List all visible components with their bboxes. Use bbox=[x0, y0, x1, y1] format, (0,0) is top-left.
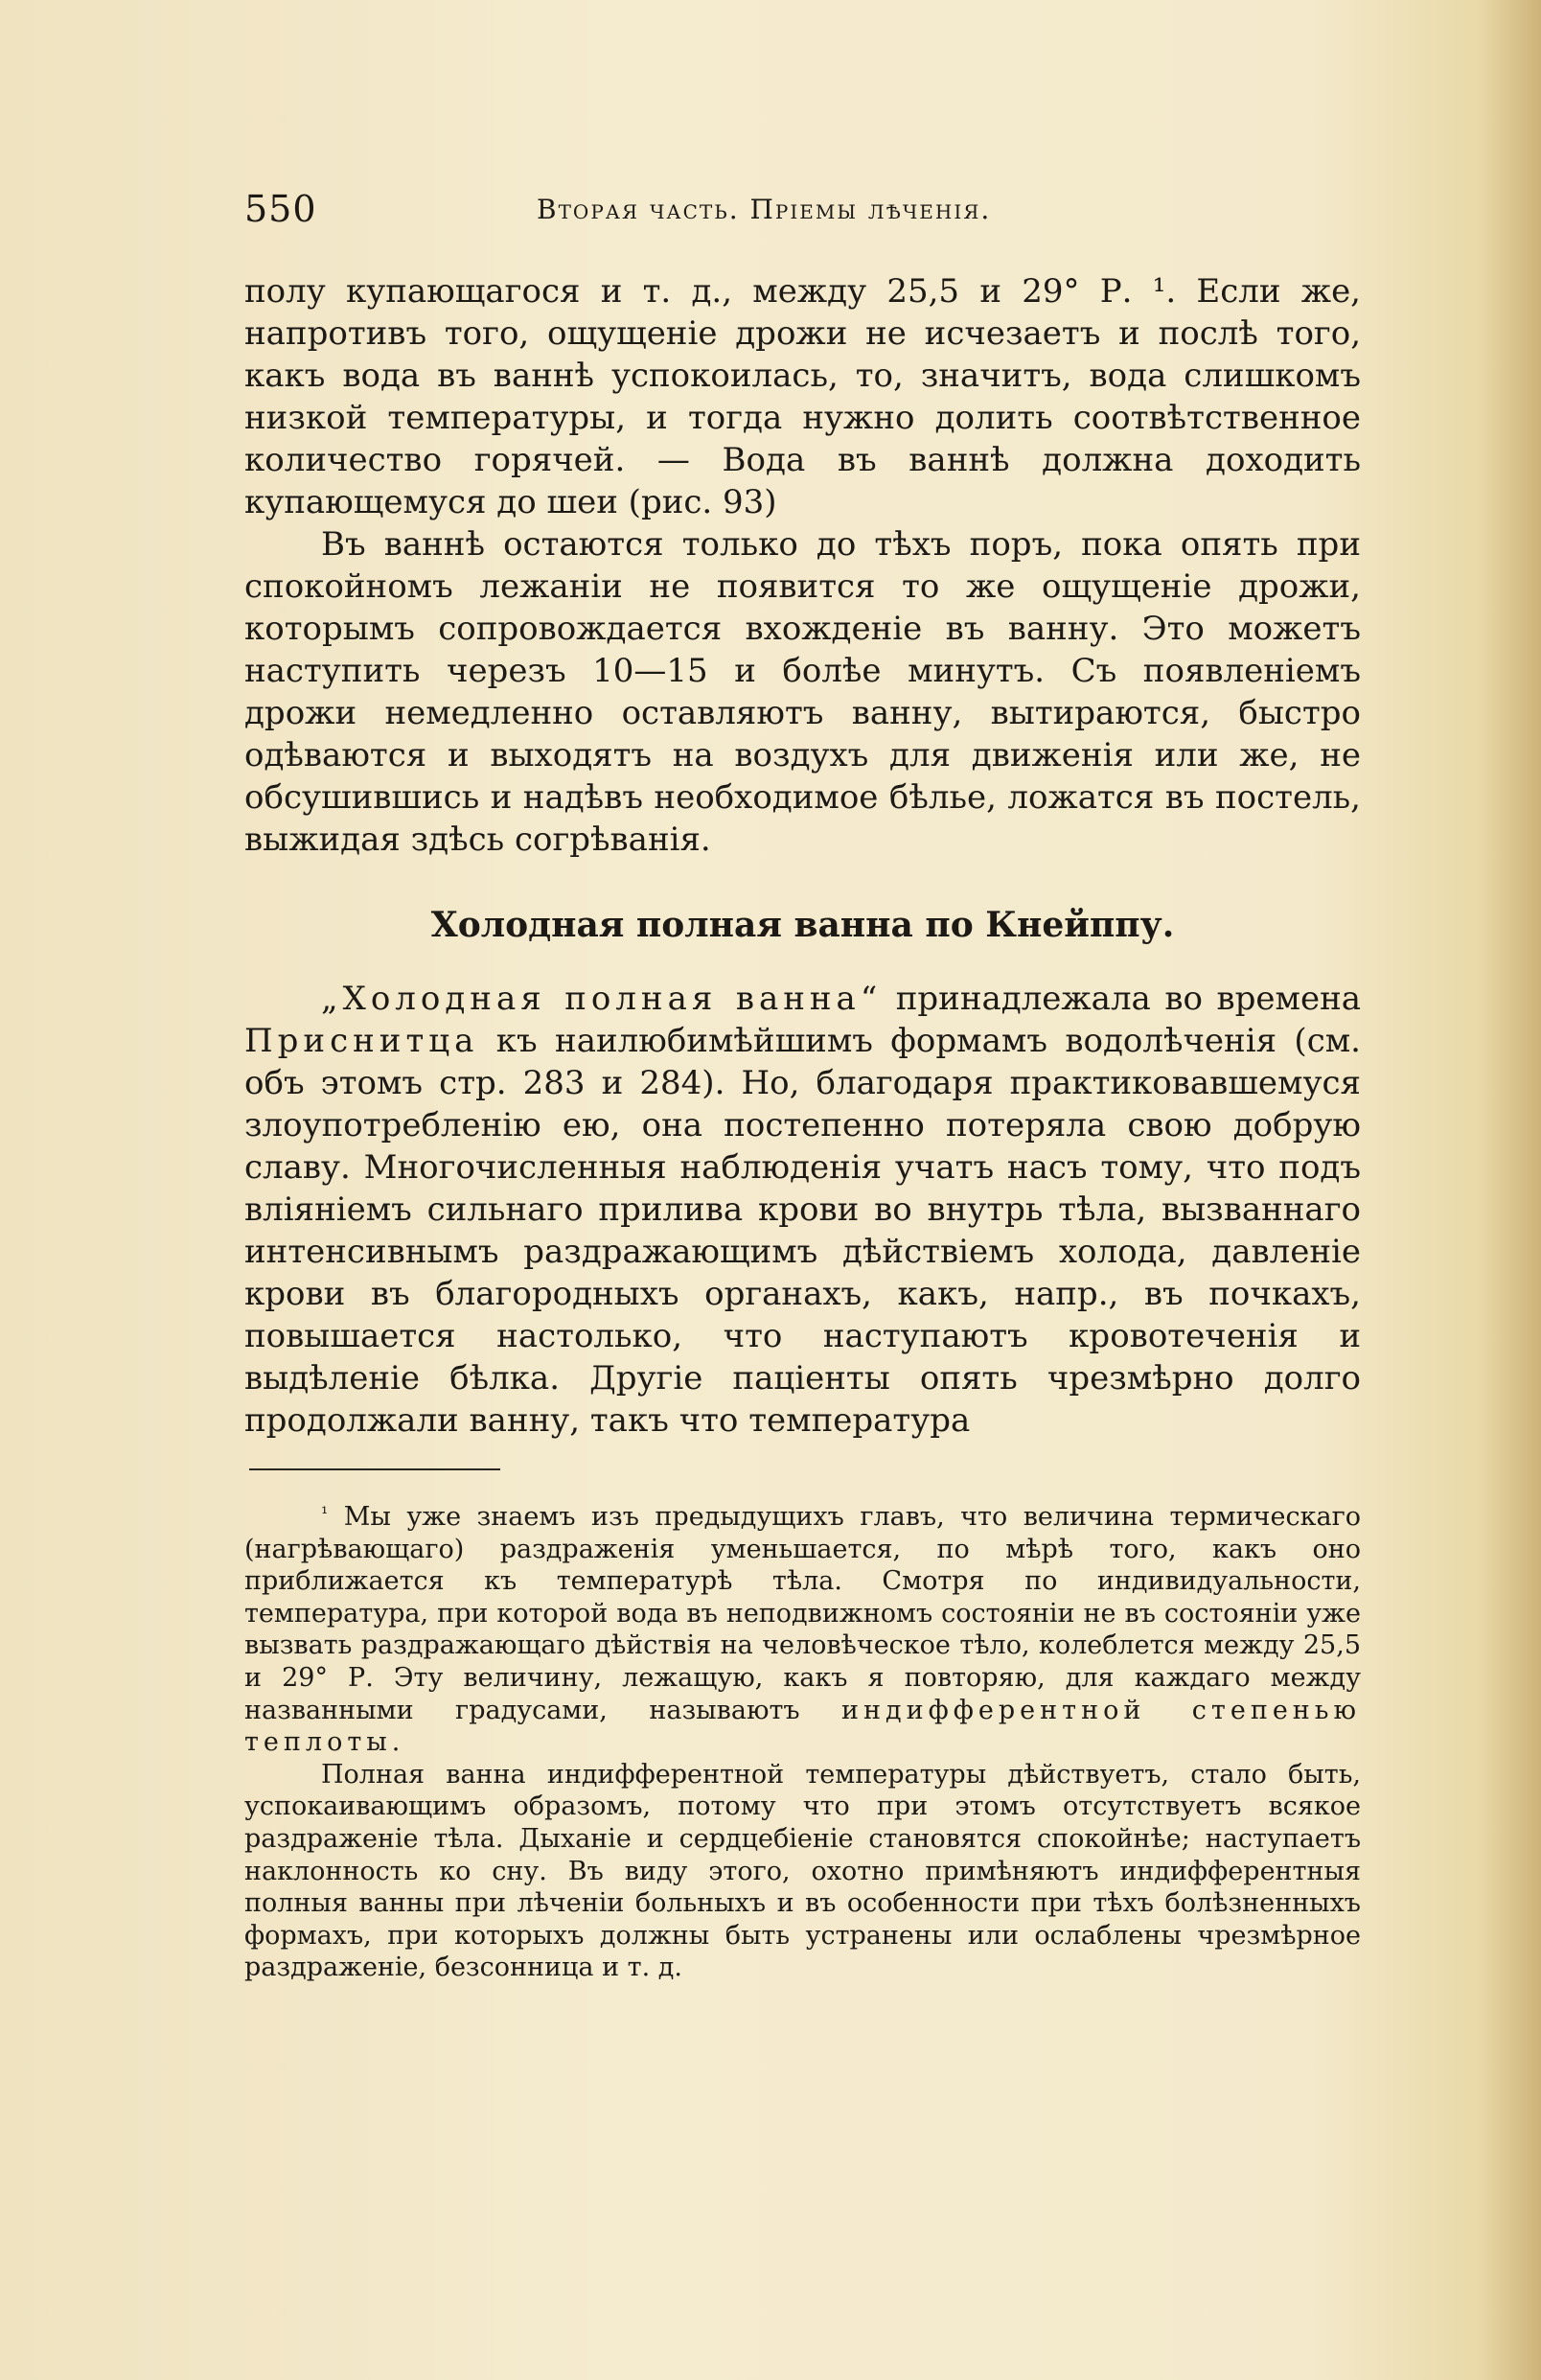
footnote-2: Полная ванна индифферентной температуры дѣйствуетъ, стало быть, успокаивающимъ образомъ, потому что при этомъ отсутствуетъ всякое раздраженіе тѣла. Дыханіе и сердцебіеніе становятся спокойнѣе; наступаетъ наклонность ко сну. Въ виду этого, охотно примѣняютъ индифферентныя полныя ванны при лѣченіи больныхъ и въ особенности при тѣхъ болѣзненныхъ формахъ, при которыхъ должны быть устранены или ослаблены чрезмѣрное раздраженіе, безсонница и т. д. bbox=[244, 1759, 1361, 1983]
footnote-1-end: . bbox=[391, 1727, 401, 1758]
footnote-term: индифферентной степенью теплоты bbox=[244, 1695, 1361, 1758]
footnote-divider bbox=[249, 1468, 500, 1470]
paragraph-continuation: полу купающагося и т. д., между 25,5 и 29° Р. ¹. Если же, напротивъ того, ощущеніе дрожи не исчезаетъ и послѣ того, какъ вода въ ваннѣ успокоилась, то, значитъ, вода слишкомъ низкой температуры, и тогда нужно долить соотвѣтственное количество горячей. — Вода въ ваннѣ должна доходить купающемуся до шеи (рис. 93) bbox=[244, 272, 1361, 521]
section-text-a: принадлежала во времена bbox=[882, 980, 1361, 1018]
quoted-term: „Холодная полная ванна“ bbox=[321, 980, 883, 1018]
page-number: 550 bbox=[244, 188, 317, 230]
section-heading: Холодная полная ванна по Кнейппу. bbox=[430, 905, 1175, 945]
running-head bbox=[244, 188, 1361, 236]
main-text bbox=[244, 270, 1361, 861]
footnote-1 bbox=[244, 1498, 1361, 1759]
footnotes bbox=[244, 1498, 1361, 1984]
footnote-1-text: Мы уже знаемъ изъ предыдущихъ главъ, что величина термическаго (нагрѣвающаго) раздраженія уменьшается, по мѣрѣ того, какъ оно приближается къ температурѣ тѣла. Смотря по индивидуальности, температура, при которой вода въ неподвижномъ состояніи не въ состояніи уже вызвать раздражающаго дѣйствія на человѣческое тѣло, колеблется между 25,5 и 29° Р. Эту величину, лежащую, какъ я повторяю, для каждаго между названными градусами, называютъ bbox=[244, 1502, 1361, 1725]
section-paragraph bbox=[244, 978, 1361, 1442]
footnote-mark: ¹ bbox=[321, 1504, 329, 1524]
paragraph-bath-duration: Въ ваннѣ остаются только до тѣхъ поръ, пока опять при спокойномъ лежаніи не появится то же ощущеніе дрожи, которымъ сопровождается вхожденіе въ ванну. Это можетъ наступить черезъ 10—15 и болѣе минутъ. Съ появленіемъ дрожи немедленно оставляютъ ванну, вытираются, быстро одѣваются и выходятъ на воздухъ для движенія или же, не обсушившись и надѣвъ необходимое бѣлье, ложатся въ постель, выжидая здѣсь согрѣванія. bbox=[244, 525, 1361, 859]
person-name: Приснитца bbox=[244, 1022, 479, 1060]
section-text bbox=[244, 978, 1361, 1442]
running-title: Вторая часть. Пріемы лѣченія. bbox=[537, 194, 992, 225]
section-text-b: къ наилюбимѣйшимъ формамъ водолѣченія (см. объ этомъ стр. 283 и 284). Но, благодаря практиковавшемуся злоупотребленію ею, она постепенно потеряла свою добрую славу. Многочисленныя наблюденія учатъ насъ тому, что подъ вліяніемъ сильнаго прилива крови во внутрь тѣла, вызваннаго интенсивнымъ раздражающимъ дѣйствіемъ холода, давленіе крови въ благородныхъ органахъ, какъ, напр., въ почкахъ, повышается настолько, что наступаютъ кровотеченія и выдѣленіе бѣлка. Другіе паціенты опять чрезмѣрно долго продолжали ванну, такъ что температура bbox=[244, 1022, 1361, 1440]
